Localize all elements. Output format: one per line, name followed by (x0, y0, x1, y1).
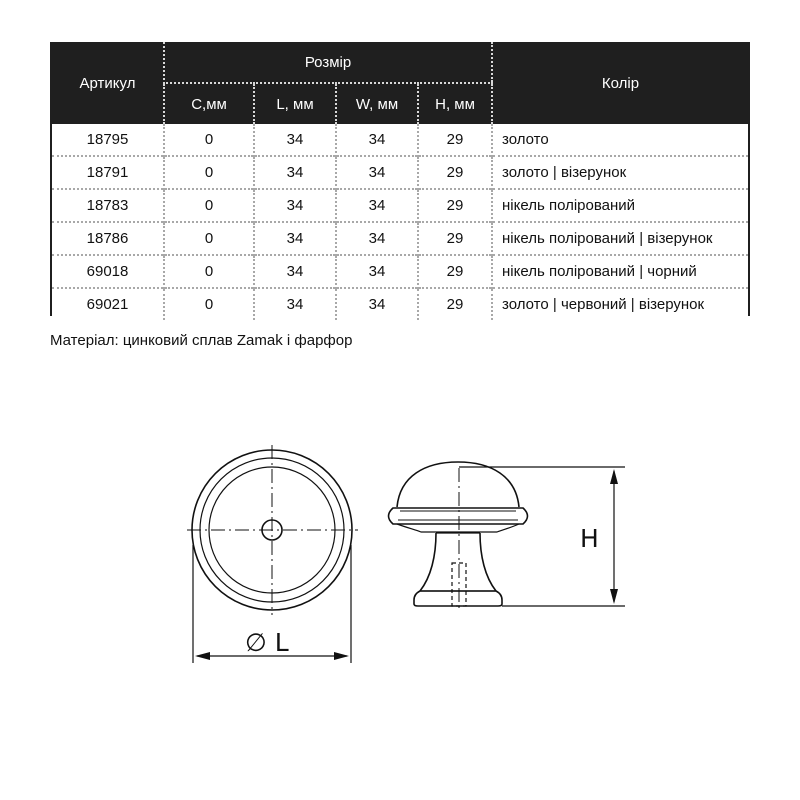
cell-color: золото | візерунок (492, 156, 748, 189)
header-w: W, мм (336, 83, 418, 124)
cell-l: 34 (254, 189, 336, 222)
cell-h: 29 (418, 255, 492, 288)
header-h: H, мм (418, 83, 492, 124)
cell-h: 29 (418, 222, 492, 255)
header-color: Колір (492, 42, 748, 124)
cell-w: 34 (336, 255, 418, 288)
header-size-group: Розмір (164, 42, 492, 83)
cell-h: 29 (418, 124, 492, 156)
cell-l: 34 (254, 255, 336, 288)
diameter-label: ∅ L (245, 628, 289, 657)
cell-l: 34 (254, 124, 336, 156)
cell-article: 18783 (52, 189, 164, 222)
header-article: Артикул (79, 74, 136, 92)
cell-l: 34 (254, 288, 336, 320)
cell-w: 34 (336, 288, 418, 320)
cell-l: 34 (254, 222, 336, 255)
cell-article: 18786 (52, 222, 164, 255)
cell-color: золото | червоний | візерунок (492, 288, 748, 320)
material-note: Матеріал: цинковий сплав Zamak і фарфор (50, 332, 353, 349)
cell-w: 34 (336, 222, 418, 255)
cell-c: 0 (164, 222, 254, 255)
cell-article: 18791 (52, 156, 164, 189)
cell-article: 69021 (52, 288, 164, 320)
cell-c: 0 (164, 189, 254, 222)
cell-c: 0 (164, 288, 254, 320)
header-c: C,мм (164, 83, 254, 124)
cell-c: 0 (164, 156, 254, 189)
cell-color: золото (492, 124, 748, 156)
cell-color: нікель полірований | візерунок (492, 222, 748, 255)
cell-color: нікель полірований (492, 189, 748, 222)
cell-h: 29 (418, 189, 492, 222)
cell-article: 69018 (52, 255, 164, 288)
cell-article: 18795 (52, 124, 164, 156)
cell-color: нікель полірований | чорний (492, 255, 748, 288)
height-label: H (580, 524, 599, 553)
header-l: L, мм (254, 83, 336, 124)
cell-c: 0 (164, 255, 254, 288)
cell-l: 34 (254, 156, 336, 189)
cell-w: 34 (336, 156, 418, 189)
cell-h: 29 (418, 156, 492, 189)
cell-w: 34 (336, 189, 418, 222)
cell-h: 29 (418, 288, 492, 320)
cell-w: 34 (336, 124, 418, 156)
cell-c: 0 (164, 124, 254, 156)
